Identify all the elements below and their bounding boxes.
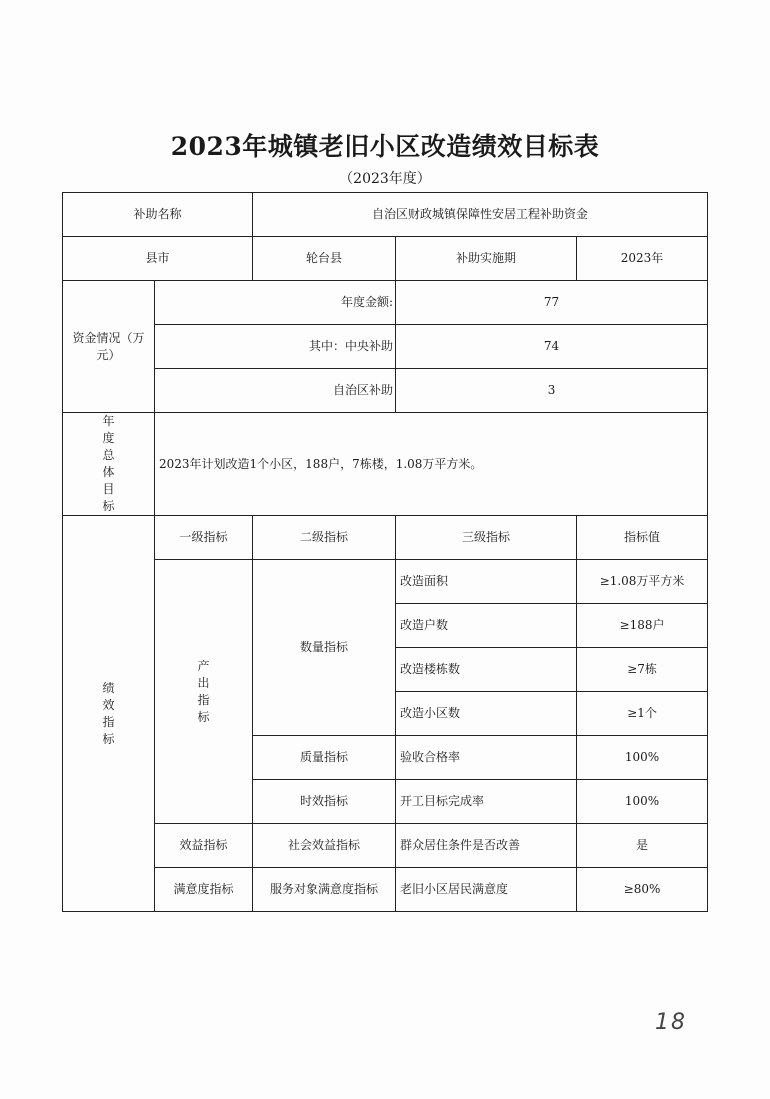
output-indicators-label xyxy=(155,560,253,824)
annual-amount-value: 77 xyxy=(396,281,708,325)
page-title: 2023年城镇老旧小区改造绩效目标表 xyxy=(170,132,600,161)
annual-goal-label-text: 年度总体目标 xyxy=(102,414,115,513)
period-value: 2023年 xyxy=(577,237,708,281)
fund-label-text: 资金情况（万元） xyxy=(72,330,145,362)
regional-subsidy-value: 3 xyxy=(396,369,708,413)
table-row xyxy=(63,369,708,413)
indicator-name: 改造小区数 xyxy=(396,692,577,736)
timeliness-indicators-label: 时效指标 xyxy=(253,780,396,824)
page-number: 18 xyxy=(655,1010,687,1035)
indicator-value: ≥1.08万平方米 xyxy=(577,560,708,604)
output-indicators-label-text: 产出指标 xyxy=(197,658,210,724)
satisfaction-indicators-label: 满意度指标 xyxy=(155,868,253,912)
central-subsidy-value: 74 xyxy=(396,325,708,369)
header-value: 指标值 xyxy=(577,516,708,560)
regional-subsidy-label: 自治区补助 xyxy=(155,369,396,413)
table-row xyxy=(63,237,708,281)
county-label: 县市 xyxy=(63,237,253,281)
subsidy-name-value: 自治区财政城镇保障性安居工程补助资金 xyxy=(253,193,708,237)
performance-table xyxy=(62,192,708,912)
table-row xyxy=(63,824,708,868)
annual-goal-label xyxy=(63,413,155,516)
header-level1: 一级指标 xyxy=(155,516,253,560)
indicator-name: 验收合格率 xyxy=(396,736,577,780)
header-level2: 二级指标 xyxy=(253,516,396,560)
indicator-value: ≥80% xyxy=(577,868,708,912)
county-value: 轮台县 xyxy=(253,237,396,281)
quantity-indicators-label: 数量指标 xyxy=(253,560,396,736)
indicator-value: 是 xyxy=(577,824,708,868)
annual-goal-text: 2023年计划改造1个小区，188户，7栋楼，1.08万平方米。 xyxy=(155,413,708,516)
table-row xyxy=(63,868,708,912)
fund-label xyxy=(63,281,155,413)
header-level3: 三级指标 xyxy=(396,516,577,560)
indicator-name: 改造楼栋数 xyxy=(396,648,577,692)
central-subsidy-label: 其中：中央补助 xyxy=(155,325,396,369)
indicator-value: ≥7栋 xyxy=(577,648,708,692)
indicator-name: 开工目标完成率 xyxy=(396,780,577,824)
indicator-value: 100% xyxy=(577,780,708,824)
table-row xyxy=(63,281,708,325)
indicator-name: 老旧小区居民满意度 xyxy=(396,868,577,912)
table-row xyxy=(63,193,708,237)
benefit-indicators-label: 效益指标 xyxy=(155,824,253,868)
table-row xyxy=(63,516,708,560)
table-row xyxy=(63,325,708,369)
service-satisfaction-label: 服务对象满意度指标 xyxy=(253,868,396,912)
indicator-name: 改造户数 xyxy=(396,604,577,648)
subsidy-name-label: 补助名称 xyxy=(63,193,253,237)
indicator-value: 100% xyxy=(577,736,708,780)
period-label: 补助实施期 xyxy=(396,237,577,281)
performance-indicators-label-text: 绩效指标 xyxy=(102,680,115,746)
indicator-value: ≥1个 xyxy=(577,692,708,736)
page-subtitle: （2023年度） xyxy=(339,171,431,187)
indicator-name: 改造面积 xyxy=(396,560,577,604)
indicator-name: 群众居住条件是否改善 xyxy=(396,824,577,868)
quality-indicators-label: 质量指标 xyxy=(253,736,396,780)
social-benefit-label: 社会效益指标 xyxy=(253,824,396,868)
indicator-value: ≥188户 xyxy=(577,604,708,648)
table-row xyxy=(63,413,708,516)
annual-amount-label: 年度金额: xyxy=(155,281,396,325)
performance-indicators-label xyxy=(63,516,155,912)
table-row xyxy=(63,560,708,604)
